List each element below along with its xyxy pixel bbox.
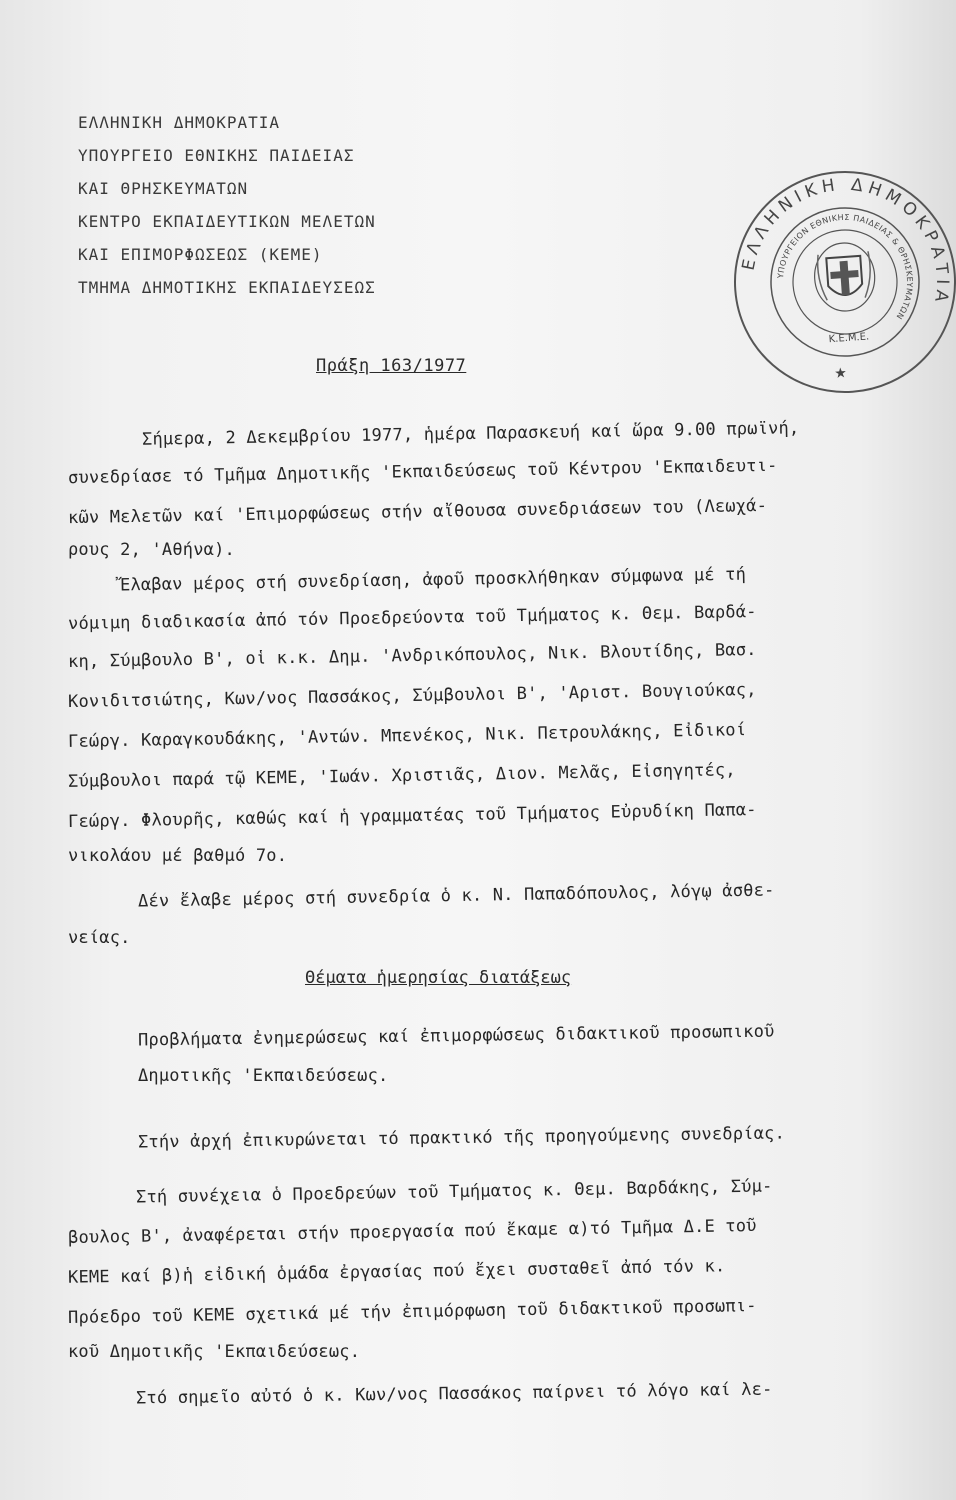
- paragraph-line: νόμιμη διαδικασία ἀπό τόν Προεδρεύοντα τοῦ Τμήματος κ. Θεμ. Βαρδά-: [67, 601, 757, 635]
- letterhead-line: ΤΜΗΜΑ ΔΗΜΟΤΙΚΗΣ ΕΚΠΑΙΔΕΥΣΕΩΣ: [78, 278, 376, 297]
- paragraph-line: Δέν ἔλαβε μέρος στή συνεδρία ὁ κ. Ν. Παπαδόπουλος, λόγῳ ἀσθε-: [137, 880, 775, 912]
- paragraph-line: ΚΕΜΕ καί β)ἡ εἰδική ὁμάδα ἐργασίας πού ἔχει συσταθεῖ ἀπό τόν κ.: [67, 1256, 726, 1288]
- coat-of-arms-icon: [812, 241, 877, 313]
- paragraph-line: Ἔλαβαν μέρος στή συνεδρίαση, ἀφοῦ προσκλήθηκαν σύμφωνα μέ τή: [119, 564, 747, 596]
- paragraph-line: νείας.: [68, 928, 131, 948]
- letterhead: [78, 106, 498, 304]
- seal-outer-text: ΕΛΛΗΝΙΚΗ ΔΗΜΟΚΡΑΤΙΑ: [738, 174, 953, 309]
- paragraph-line: Στό σημεῖο αὐτό ὁ κ. Κων/νος Πασσάκος παίρνει τό λόγο καί λε-: [135, 1379, 773, 1409]
- letterhead-line: ΥΠΟΥΡΓΕΙΟ ΕΘΝΙΚΗΣ ΠΑΙΔΕΙΑΣ: [78, 146, 355, 165]
- star-icon: ★: [833, 365, 848, 382]
- letterhead-line: ΚΑΙ ΘΡΗΣΚΕΥΜΑΤΩΝ: [78, 179, 249, 198]
- letterhead-line: ΚΑΙ ΕΠΙΜΟΡΦΩΣΕΩΣ (ΚΕΜΕ): [78, 245, 323, 264]
- paragraph-line: Σήμερα, 2 Δεκεμβρίου 1977, ἡμέρα Παρασκευή καί ὥρα 9.00 πρωϊνή,: [141, 418, 800, 450]
- seal-inner-text: ΥΠΟΥΡΓΕΙΟΝ ΕΘΝΙΚΗΣ ΠΑΙΔΕΙΑΣ & ΘΡΗΣΚΕΥΜΑΤΩΝ: [776, 212, 915, 322]
- paragraph-line: κῶν Μελετῶν καί 'Επιμορφώσεως στήν αἴθουσα συνεδριάσεων του (Λεωχά-: [67, 495, 768, 529]
- paragraph-line: Πρόεδρο τοῦ ΚΕΜΕ σχετικά μέ τήν ἐπιμόρφωση τοῦ διδακτικοῦ προσωπι-: [67, 1295, 757, 1329]
- paragraph-line: Κονιδιτσιώτης, Κων/νος Πασσάκος, Σύμβουλοι Β', 'Αριστ. Βουγιούκας,: [67, 679, 757, 713]
- seal-bottom-text: Κ.Ε.Μ.Ε.: [828, 331, 870, 346]
- letterhead-line: ΕΛΛΗΝΙΚΗ ΔΗΜΟΚΡΑΤΙΑ: [78, 113, 281, 132]
- paragraph-line: κη, Σύμβουλο Β', οἱ κ.κ. Δημ. 'Ανδρικόπουλος, Νικ. Βλουτίδης, Βασ.: [67, 639, 757, 673]
- paragraph-line: βουλος Β', ἀναφέρεται στήν προεργασία πού ἔκαμε α)τό Τμῆμα Δ.Ε τοῦ: [67, 1215, 757, 1249]
- paragraph-line: συνεδρίασε τό Τμῆμα Δημοτικῆς 'Εκπαιδεύσεως τοῦ Κέντρου 'Εκπαιδευτι-: [67, 455, 778, 489]
- paragraph-line: ρους 2, 'Αθήνα).: [68, 540, 235, 560]
- paragraph-line: Γεώργ. Φλουρῆς, καθώς καί ἡ γραμματέας τοῦ Τμήματος Εὐρυδίκη Παπα-: [67, 799, 757, 833]
- svg-text:ΕΛΛΗΝΙΚΗ ΔΗΜΟΚΡΑΤΙΑ: [733, 167, 955, 322]
- agenda-line: Προβλήματα ἐνημερώσεως καί ἐπιμορφώσεως διδακτικοῦ προσωπικοῦ: [137, 1021, 775, 1051]
- agenda-heading: Θέματα ἡμερησίας διατάξεως: [305, 968, 572, 988]
- paragraph-line: νικολάου μέ βαθμό 7ο.: [68, 846, 288, 866]
- paragraph-line: Στήν ἀρχή ἐπικυρώνεται τό πρακτικό τῆς προηγούμενης συνεδρίας.: [137, 1123, 786, 1153]
- act-title: Πράξη 163/1977: [316, 356, 467, 376]
- paragraph-line: Γεώργ. Καραγκουδάκης, 'Αντών. Μπενέκος, Νικ. Πετρουλάκης, Εἰδικοί: [67, 720, 747, 752]
- official-seal-stamp: [720, 157, 956, 407]
- paragraph-line: Στή συνέχεια ὁ Προεδρεύων τοῦ Τμήματος κ. Θεμ. Βαρδάκης, Σύμ-: [135, 1176, 773, 1208]
- letterhead-line: ΚΕΝΤΡΟ ΕΚΠΑΙΔΕΥΤΙΚΩΝ ΜΕΛΕΤΩΝ: [78, 212, 376, 231]
- paragraph-line: κοῦ Δημοτικῆς 'Εκπαιδεύσεως.: [68, 1342, 361, 1362]
- agenda-line: Δημοτικῆς 'Εκπαιδεύσεως.: [138, 1066, 389, 1086]
- paragraph-line: Σύμβουλοι παρά τῷ ΚΕΜΕ, 'Ιωάν. Χριστιᾶς, Διον. Μελᾶς, Εἰσηγητές,: [67, 760, 736, 792]
